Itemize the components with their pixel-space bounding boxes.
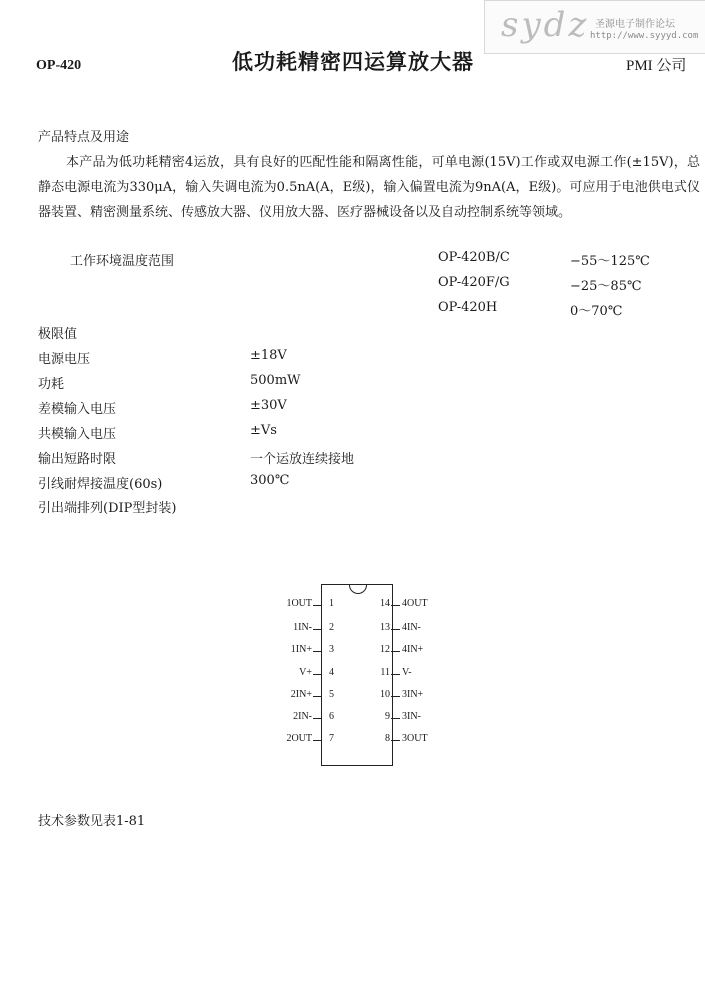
limits-heading: 极限值 — [38, 327, 78, 342]
pin-lead — [313, 605, 322, 606]
limit-label: 共模输入电压 — [38, 427, 117, 442]
manufacturer: PMI 公司 — [626, 58, 687, 74]
limit-value: ±30V — [250, 398, 287, 413]
pin-lead — [313, 651, 322, 652]
pin-name-right: 4OUT — [402, 598, 428, 609]
pin-name-left: 2OUT — [286, 733, 312, 744]
pin-number-right: 13 — [380, 622, 390, 633]
pin-lead — [313, 674, 322, 675]
pin-name-left: 1IN- — [293, 622, 312, 633]
limit-value: ±18V — [250, 348, 287, 363]
page-title: 低功耗精密四运算放大器 — [232, 50, 474, 74]
limit-label: 输出短路时限 — [38, 452, 117, 467]
pin-number-right: 12 — [380, 644, 390, 655]
temp-model: OP-420F/G — [438, 275, 510, 290]
watermark-logo: sydz — [501, 5, 590, 45]
pin-lead — [391, 605, 400, 606]
pin-name-right: 3IN+ — [402, 689, 424, 700]
temp-range: 0～70℃ — [570, 304, 623, 319]
pin-lead — [391, 674, 400, 675]
pin-name-right: 4IN- — [402, 622, 421, 633]
pin-name-left: 2IN+ — [290, 689, 312, 700]
pin-name-left: 1IN+ — [290, 644, 312, 655]
temp-model: OP-420B/C — [438, 250, 510, 265]
pin-number-right: 11 — [380, 667, 390, 678]
temp-model: OP-420H — [438, 300, 498, 315]
pin-lead — [391, 629, 400, 630]
part-number: OP-420 — [36, 58, 82, 73]
pin-name-right: 3OUT — [402, 733, 428, 744]
pin-lead — [391, 651, 400, 652]
limit-value: 一个运放连续接地 — [250, 452, 355, 467]
features-paragraph: 本产品为低功耗精密4运放，具有良好的匹配性能和隔离性能，可单电源(15V)工作或双电源工作(±15V)，总静态电源电流为330μA，输入失调电流为0.5nA(A，E级)，输入偏置电流为9nA(A，E级)。可应用于电池供电式仪器装置、精密测量系统、传感放大器、仪用放大器、医疗器械设备以及自动控制系统等领域。 — [38, 155, 700, 220]
pin-lead — [313, 696, 322, 697]
pin-number-left: 7 — [329, 733, 334, 744]
footer-note: 技术参数见表1-81 — [38, 814, 146, 829]
limit-label: 引线耐焊接温度(60s) — [38, 477, 163, 492]
limit-label: 差模输入电压 — [38, 402, 117, 417]
pin-number-right: 9 — [385, 711, 390, 722]
pin-lead — [313, 629, 322, 630]
pin-number-left: 6 — [329, 711, 334, 722]
pin-lead — [313, 718, 322, 719]
pin-number-right: 8 — [385, 733, 390, 744]
temperature-label: 工作环境温度范围 — [70, 254, 175, 269]
temp-range: −55～125℃ — [570, 254, 650, 269]
pin-lead — [391, 718, 400, 719]
pin1-notch — [349, 576, 367, 594]
pin-name-left: V+ — [299, 667, 312, 678]
limit-value: 300℃ — [250, 473, 290, 488]
temp-range: −25～85℃ — [570, 279, 642, 294]
pin-number-right: 14 — [380, 598, 390, 609]
pin-name-right: 3IN- — [402, 711, 421, 722]
pin-name-right: V- — [402, 667, 412, 678]
pin-number-right: 10 — [380, 689, 390, 700]
limit-value: ±Vs — [250, 423, 277, 438]
pin-number-left: 5 — [329, 689, 334, 700]
pin-number-left: 4 — [329, 667, 334, 678]
pin-name-right: 4IN+ — [402, 644, 424, 655]
pin-number-left: 3 — [329, 644, 334, 655]
pin-lead — [313, 740, 322, 741]
pin-name-left: 1OUT — [286, 598, 312, 609]
pinout-heading: 引出端排列(DIP型封装) — [38, 501, 177, 516]
features-heading: 产品特点及用途 — [38, 130, 130, 145]
limit-value: 500mW — [250, 373, 301, 388]
watermark — [484, 0, 705, 54]
limit-label: 功耗 — [38, 377, 65, 392]
watermark-site-name: 圣源电子制作论坛 — [595, 19, 675, 30]
pin-lead — [391, 696, 400, 697]
pin-name-left: 2IN- — [293, 711, 312, 722]
pin-number-left: 2 — [329, 622, 334, 633]
pin-number-left: 1 — [329, 598, 334, 609]
watermark-url: http://www.syyyd.com — [590, 31, 699, 41]
pin-lead — [391, 740, 400, 741]
limit-label: 电源电压 — [38, 352, 91, 367]
